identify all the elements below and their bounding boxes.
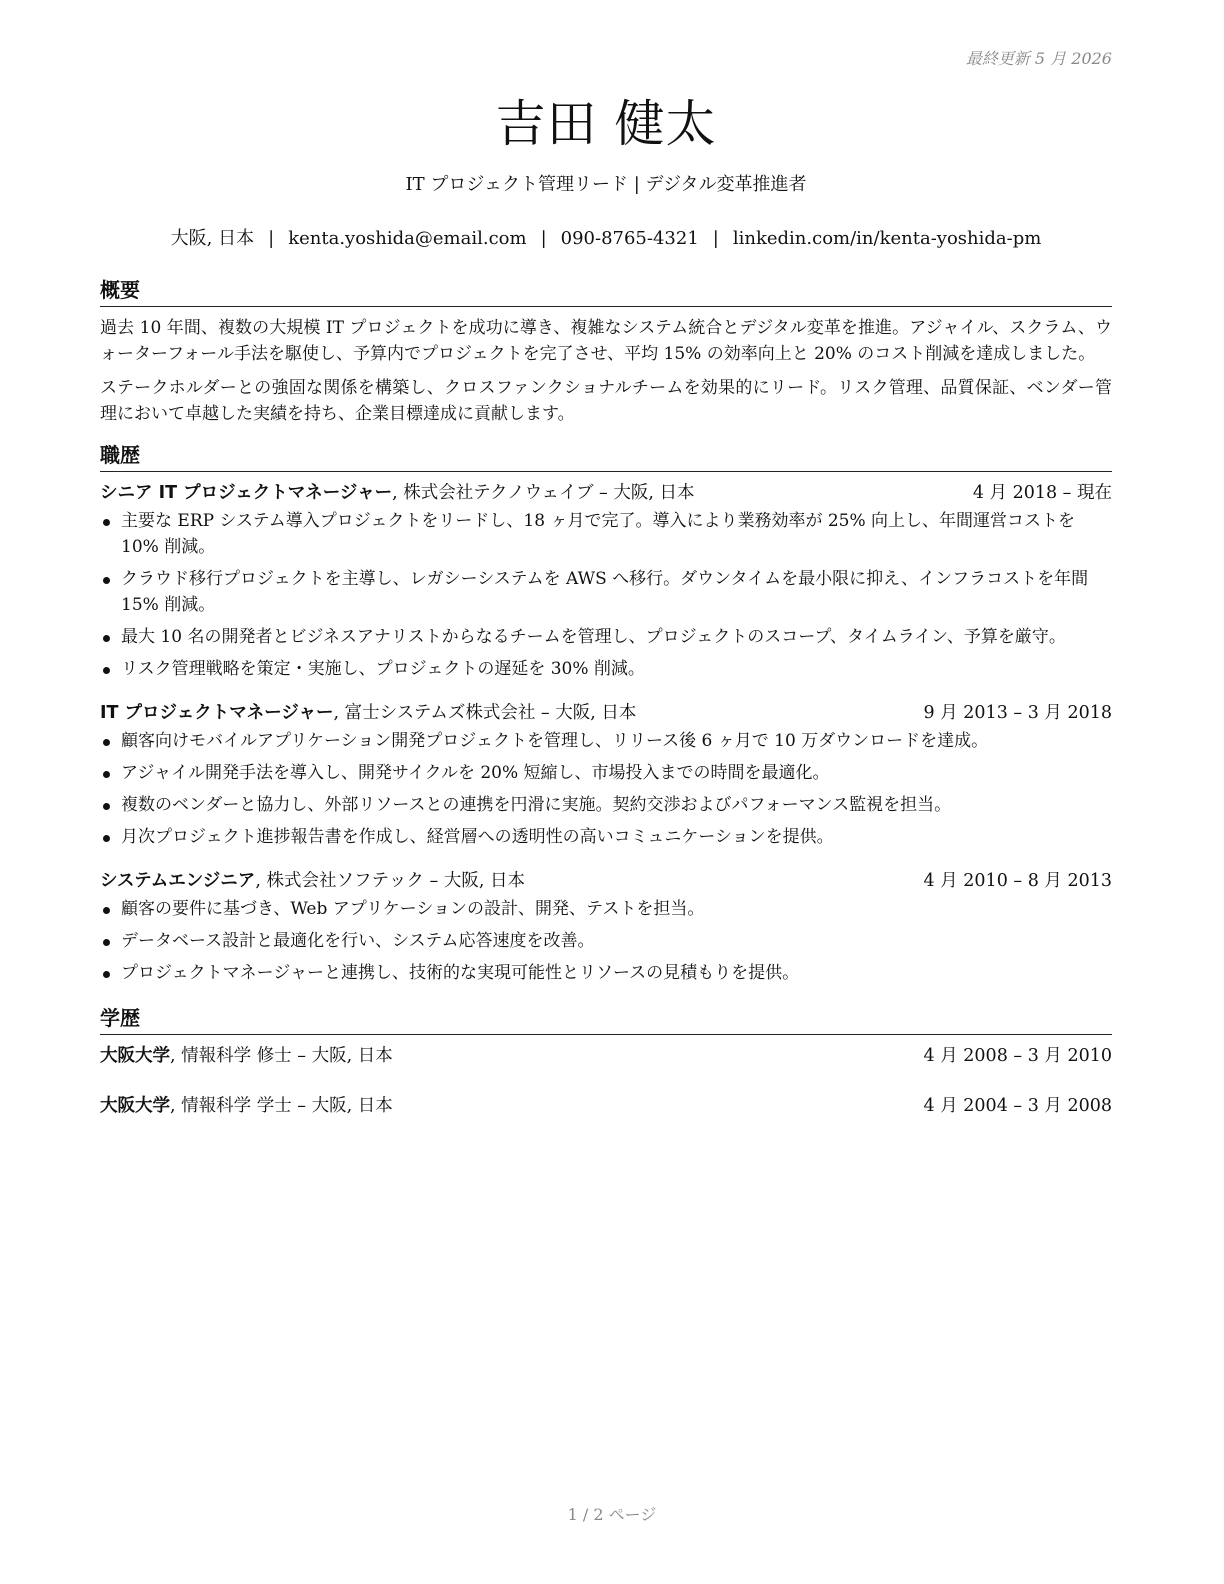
- job-role: [100, 700, 636, 726]
- summary-heading: 概要: [100, 276, 1112, 307]
- job-bullets: [100, 508, 1112, 682]
- resume-body: [100, 276, 1112, 1143]
- job-entry: [100, 700, 1112, 850]
- bullet-icon: [103, 907, 110, 914]
- contact-email[interactable]: kenta.yoshida@email.com: [288, 228, 527, 249]
- job-bullet-text: 最大 10 名の開発者とビジネスアナリストからなるチームを管理し、プロジェクトのスコープ、タイムライン、予算を厳守。: [121, 627, 1066, 647]
- bullet-icon: [103, 635, 110, 642]
- education-degree: [100, 1093, 393, 1119]
- job-role: [100, 480, 694, 506]
- contact-separator: |: [268, 228, 275, 249]
- job-bullet-text: 複数のベンダーと協力し、外部リソースとの連携を円滑に実施。契約交渉およびパフォーマンス監視を担当。: [121, 795, 952, 815]
- candidate-name: 吉田 健太: [495, 95, 717, 153]
- job-bullet-text: 主要な ERP システム導入プロジェクトをリードし、18 ヶ月で完了。導入により業務効率が 25% 向上し、年間運営コストを 10% 削減。: [121, 511, 1076, 557]
- job-bullet: [100, 824, 1112, 850]
- job-company: , 株式会社テクノウェイブ – 大阪, 日本: [392, 483, 695, 503]
- job-entry: [100, 868, 1112, 986]
- job-bullet-text: データベース設計と最適化を行い、システム応答速度を改善。: [121, 931, 595, 951]
- bullet-icon: [103, 739, 110, 746]
- last-updated: 最終更新 5 月 2026: [965, 49, 1112, 68]
- job-bullet: [100, 928, 1112, 954]
- summary-paragraph: ステークホルダーとの強固な関係を構築し、クロスファンクショナルチームを効果的にリード。リスク管理、品質保証、ベンダー管理において卓越した実績を持ち、企業目標達成に貢献します。: [100, 378, 1112, 424]
- resume-page: [100, 0, 1112, 1584]
- job-bullet-text: 顧客の要件に基づき、Web アプリケーションの設計、開発、テストを担当。: [121, 899, 705, 919]
- bullet-icon: [103, 519, 110, 526]
- bullet-icon: [103, 971, 110, 978]
- headline: IT プロジェクト管理リード | デジタル変革推進者: [405, 174, 807, 195]
- education-school: 大阪大学: [100, 1046, 170, 1066]
- page-indicator: 1 / 2 ページ: [567, 1505, 657, 1524]
- job-bullet-text: クラウド移行プロジェクトを主導し、レガシーシステムを AWS へ移行。ダウンタイムを最小限に抑え、インフラコストを年間 15% 削減。: [121, 569, 1089, 615]
- job-bullet: [100, 760, 1112, 786]
- job-bullet: [100, 566, 1112, 618]
- education-heading: 学歴: [100, 1004, 1112, 1035]
- education-dates: 4 月 2004 – 3 月 2008: [923, 1096, 1112, 1116]
- job-bullet: [100, 896, 1112, 922]
- job-bullet: [100, 508, 1112, 560]
- education-dates: 4 月 2008 – 3 月 2010: [923, 1046, 1112, 1066]
- experience-section: [100, 441, 1112, 986]
- job-bullets: [100, 896, 1112, 986]
- job-dates: 9 月 2013 – 3 月 2018: [923, 703, 1112, 723]
- job-bullet-text: リスク管理戦略を策定・実施し、プロジェクトの遅延を 30% 削減。: [121, 659, 645, 679]
- education-degree: [100, 1043, 393, 1069]
- contact-location: 大阪, 日本: [170, 228, 255, 249]
- contact-separator: |: [540, 228, 547, 249]
- bullet-icon: [103, 803, 110, 810]
- education-detail: , 情報科学 学士 – 大阪, 日本: [170, 1096, 393, 1116]
- job-title: IT プロジェクトマネージャー: [100, 703, 334, 723]
- job-bullets: [100, 728, 1112, 850]
- job-bullet: [100, 960, 1112, 986]
- education-detail: , 情報科学 修士 – 大阪, 日本: [170, 1046, 393, 1066]
- bullet-icon: [103, 939, 110, 946]
- summary-section: [100, 276, 1112, 427]
- job-dates: 4 月 2010 – 8 月 2013: [923, 871, 1112, 891]
- job-bullet-text: 顧客向けモバイルアプリケーション開発プロジェクトを管理し、リリース後 6 ヶ月で 10 万ダウンロードを達成。: [121, 731, 989, 751]
- bullet-icon: [103, 771, 110, 778]
- contact-separator: |: [712, 228, 719, 249]
- job-company: , 株式会社ソフテック – 大阪, 日本: [255, 871, 525, 891]
- job-dates: 4 月 2018 – 現在: [972, 483, 1112, 503]
- education-entry: [100, 1093, 1112, 1119]
- job-bullet-text: プロジェクトマネージャーと連携し、技術的な実現可能性とリソースの見積もりを提供。: [121, 963, 800, 983]
- job-title: シニア IT プロジェクトマネージャー: [100, 483, 393, 503]
- bullet-icon: [103, 667, 110, 674]
- job-bullet: [100, 792, 1112, 818]
- experience-heading: 職歴: [100, 441, 1112, 472]
- education-school: 大阪大学: [100, 1096, 170, 1116]
- job-role: [100, 868, 525, 894]
- contact-phone[interactable]: 090-8765-4321: [560, 228, 699, 249]
- summary-paragraph: 過去 10 年間、複数の大規模 IT プロジェクトを成功に導き、複雑なシステム統合とデジタル変革を推進。アジャイル、スクラム、ウォーターフォール手法を駆使し、予算内でプロジェクトを完了させ、平均 15% の効率向上と 20% のコスト削減を達成しました。: [100, 318, 1112, 364]
- contact-line: [100, 224, 1112, 250]
- job-bullet: [100, 728, 1112, 754]
- job-header: [100, 868, 1112, 894]
- job-bullet-text: 月次プロジェクト進捗報告書を作成し、経営層への透明性の高いコミュニケーションを提供。: [121, 827, 834, 847]
- bullet-icon: [103, 835, 110, 842]
- job-entry: [100, 480, 1112, 682]
- job-header: [100, 480, 1112, 506]
- contact-linkedin[interactable]: linkedin.com/in/kenta-yoshida-pm: [732, 228, 1042, 249]
- job-bullet: [100, 656, 1112, 682]
- job-bullet-text: アジャイル開発手法を導入し、開発サイクルを 20% 短縮し、市場投入までの時間を最適化。: [121, 763, 830, 783]
- education-entry: [100, 1043, 1112, 1069]
- bullet-icon: [103, 577, 110, 584]
- job-header: [100, 700, 1112, 726]
- job-company: , 富士システムズ株式会社 – 大阪, 日本: [333, 703, 637, 723]
- education-section: [100, 1004, 1112, 1119]
- job-bullet: [100, 624, 1112, 650]
- job-title: システムエンジニア: [100, 871, 256, 891]
